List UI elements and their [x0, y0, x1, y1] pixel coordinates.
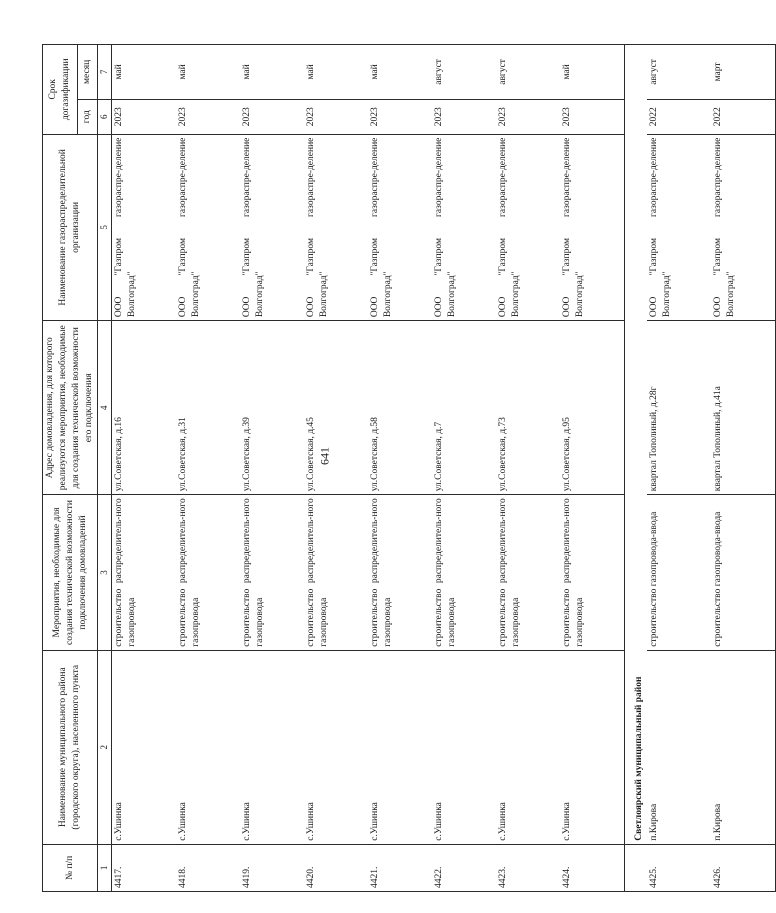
household-address: ул.Советская, д.39	[240, 321, 304, 495]
section-title: Светлоярский муниципальный район	[625, 45, 648, 845]
gas-distribution-org: ООО "Газпром газораспре-деление Волгоград"	[496, 134, 560, 321]
column-number: 6	[98, 99, 112, 134]
table-row	[368, 45, 432, 892]
settlement-name: п.Кирова	[647, 650, 711, 844]
column-number: 3	[98, 495, 112, 650]
header-year: год	[78, 99, 98, 134]
settlement-name: с.Ушинка	[240, 650, 304, 844]
section-row	[625, 45, 648, 892]
table-row	[112, 45, 177, 892]
row-number: 4420.	[304, 844, 368, 891]
measure-text: строительство распределитель-ного газопровода	[368, 495, 432, 650]
gasification-table	[42, 44, 776, 892]
column-number: 5	[98, 134, 112, 321]
header-row	[43, 45, 78, 892]
gas-distribution-org: ООО "Газпром газораспре-деление Волгоград"	[176, 134, 240, 321]
gas-distribution-org: ООО "Газпром газораспре-деление Волгоград"	[112, 134, 177, 321]
measure-text: строительство распределитель-ного газопровода	[304, 495, 368, 650]
settlement-name: с.Ушинка	[112, 650, 177, 844]
deadline-year: 2023	[432, 99, 496, 134]
measure-text: строительство распределитель-ного газопровода	[240, 495, 304, 650]
section-row-group	[625, 45, 648, 892]
deadline-month: май	[368, 45, 432, 100]
household-address: квартал Тополиный, д.41а	[711, 321, 776, 495]
gas-distribution-org: ООО "Газпром газораспре-деление Волгоград"	[304, 134, 368, 321]
row-number: 4418.	[176, 844, 240, 891]
measure-text: строительство газопровода-ввода	[647, 495, 711, 650]
measure-text: строительство распределитель-ного газопровода	[560, 495, 625, 650]
measure-text: строительство распределитель-ного газопровода	[432, 495, 496, 650]
deadline-month: май	[560, 45, 625, 100]
settlement-name: п.Кирова	[711, 650, 776, 844]
household-address: ул.Советская, д.73	[496, 321, 560, 495]
gas-distribution-org: ООО "Газпром газораспре-деление Волгоград"	[711, 134, 776, 321]
deadline-month: август	[647, 45, 711, 100]
deadline-month: август	[496, 45, 560, 100]
deadline-year: 2023	[304, 99, 368, 134]
deadline-year: 2023	[496, 99, 560, 134]
page-number: 641	[317, 447, 332, 465]
column-number: 4	[98, 321, 112, 495]
header-month: месяц	[78, 45, 98, 100]
row-number: 4423.	[496, 844, 560, 891]
deadline-year: 2023	[240, 99, 304, 134]
measure-text: строительство распределитель-ного газопровода	[176, 495, 240, 650]
deadline-year: 2023	[112, 99, 177, 134]
measure-text: строительство распределитель-ного газопровода	[112, 495, 177, 650]
household-address: ул.Советская, д.31	[176, 321, 240, 495]
row-number: 4425.	[647, 844, 711, 891]
deadline-month: март	[711, 45, 776, 100]
deadline-month: май	[112, 45, 177, 100]
table-body-part1	[112, 45, 625, 892]
settlement-name: с.Ушинка	[304, 650, 368, 844]
household-address: ул.Советская, д.16	[112, 321, 177, 495]
settlement-name: с.Ушинка	[432, 650, 496, 844]
measure-text: строительство распределитель-ного газопровода	[496, 495, 560, 650]
row-number: 4424.	[560, 844, 625, 891]
table-row	[647, 45, 711, 892]
deadline-year: 2023	[560, 99, 625, 134]
household-address: ул.Советская, д.95	[560, 321, 625, 495]
gas-distribution-org: ООО "Газпром газораспре-деление Волгоград"	[368, 134, 432, 321]
deadline-year: 2022	[647, 99, 711, 134]
header-num: № п/п	[43, 844, 98, 891]
column-number: 2	[98, 650, 112, 844]
household-address: ул.Советская, д.58	[368, 321, 432, 495]
settlement-name: с.Ушинка	[496, 650, 560, 844]
deadline-month: май	[304, 45, 368, 100]
header-address: Адрес домовладения, для которого реализуются мероприятия, необходимые для создания технической возможности его подключения	[43, 321, 98, 495]
deadline-month: август	[432, 45, 496, 100]
settlement-name: с.Ушинка	[560, 650, 625, 844]
gas-distribution-org: ООО "Газпром газораспре-деление Волгоград"	[432, 134, 496, 321]
table-row	[304, 45, 368, 892]
table-row	[711, 45, 776, 892]
row-number: 4426.	[711, 844, 776, 891]
header-org: Наименование газораспределительной организации	[43, 134, 98, 321]
table-row	[432, 45, 496, 892]
column-number-row	[98, 45, 112, 892]
deadline-month: май	[240, 45, 304, 100]
header-measure: Мероприятия, необходимые для создания технической возможности подключения домовладений	[43, 495, 98, 650]
settlement-name: с.Ушинка	[176, 650, 240, 844]
household-address: ул.Советская, д.45	[304, 321, 368, 495]
header-deadline: Срок догазификации	[43, 45, 78, 135]
table-row	[560, 45, 625, 892]
deadline-month: май	[176, 45, 240, 100]
row-number: 4419.	[240, 844, 304, 891]
measure-text: строительство газопровода-ввода	[711, 495, 776, 650]
deadline-year: 2022	[711, 99, 776, 134]
column-number: 1	[98, 844, 112, 891]
gas-distribution-org: ООО "Газпром газораспре-деление Волгоград"	[240, 134, 304, 321]
gas-distribution-org: ООО "Газпром газораспре-деление Волгоград"	[560, 134, 625, 321]
deadline-year: 2023	[368, 99, 432, 134]
household-address: ул.Советская, д.7	[432, 321, 496, 495]
table-row	[496, 45, 560, 892]
settlement-name: с.Ушинка	[368, 650, 432, 844]
table-row	[240, 45, 304, 892]
table-body-part2	[647, 45, 776, 892]
row-number: 4421.	[368, 844, 432, 891]
household-address: квартал Тополиный, д.28г	[647, 321, 711, 495]
column-number: 7	[98, 45, 112, 100]
deadline-year: 2023	[176, 99, 240, 134]
header-district: Наименование муниципального района (городского округа), населенного пункта	[43, 650, 98, 844]
table-row	[176, 45, 240, 892]
row-number: 4422.	[432, 844, 496, 891]
rotated-table-container	[42, 44, 736, 892]
row-number: 4417.	[112, 844, 177, 891]
gas-distribution-org: ООО "Газпром газораспре-деление Волгоград"	[647, 134, 711, 321]
